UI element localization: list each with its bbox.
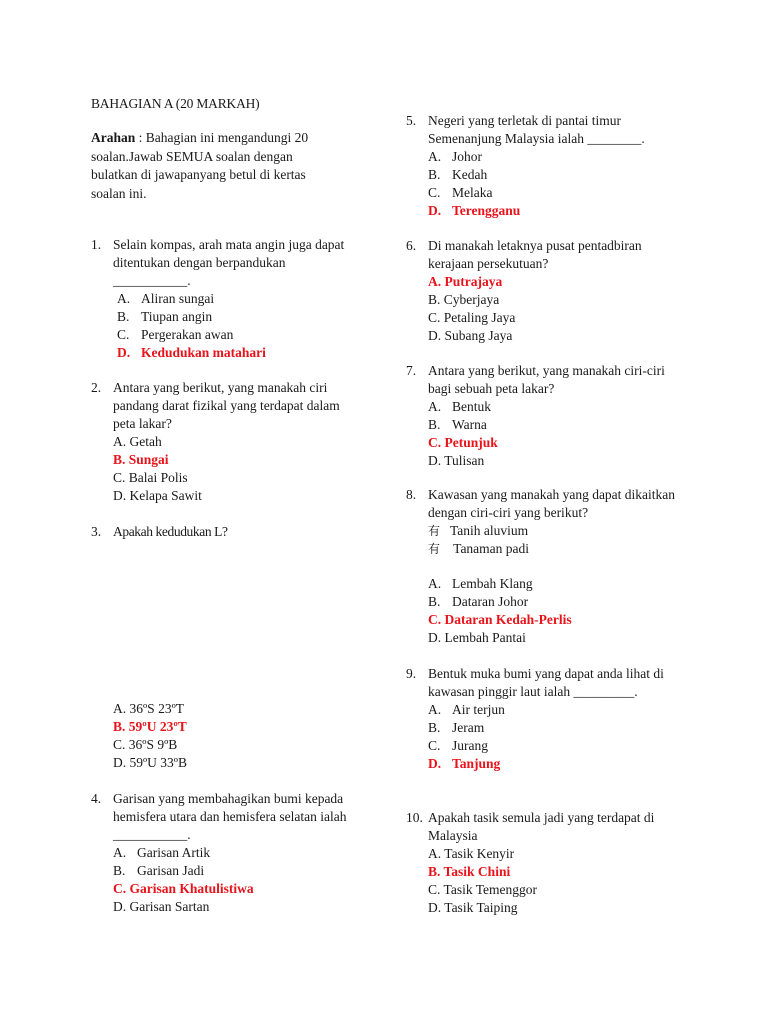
options-list — [428, 273, 696, 345]
question-number: 8. — [406, 487, 417, 502]
option-c-correct[interactable]: C. Dataran Kedah-Perlis — [428, 612, 572, 627]
options-list — [428, 148, 696, 220]
question-3 — [91, 523, 381, 541]
question-text: Garisan yang membahagikan bumi kepada hemisfera utara dan hemisfera selatan ialah ___________. — [113, 791, 347, 842]
question-text: Apakah kedudukan L? — [113, 524, 228, 539]
bullet-icon: 有 — [428, 542, 441, 556]
option-b[interactable]: B. Tiupan angin — [117, 309, 213, 324]
option-d-correct[interactable]: D. Kedudukan matahari — [117, 345, 266, 360]
question-text: Apakah tasik semula jadi yang terdapat di Malaysia — [428, 810, 655, 843]
option-c[interactable]: C. Petaling Jaya — [428, 310, 516, 325]
question-text: Selain kompas, arah mata angin juga dapat ditentukan dengan berpandukan ___________. — [113, 237, 345, 288]
option-d[interactable]: D. Garisan Sartan — [113, 899, 210, 914]
options-list — [113, 844, 381, 916]
option-b[interactable]: B. Jeram — [428, 720, 485, 735]
option-a[interactable]: A. Lembah Klang — [428, 576, 533, 591]
options-list — [428, 701, 696, 773]
question-text: Bentuk muka bumi yang dapat anda lihat di kawasan pinggir laut ialah _________. — [428, 666, 664, 699]
question-number: 6. — [406, 238, 417, 253]
question-number: 1. — [91, 237, 102, 252]
question-2 — [91, 379, 381, 505]
question-text: Antara yang berikut, yang manakah ciri pandang darat fizikal yang terdapat dalam peta lakar? — [113, 380, 340, 431]
option-c[interactable]: C. Melaka — [428, 185, 493, 200]
option-d[interactable]: D. 59ºU 33ºB — [113, 755, 188, 770]
left-column — [91, 95, 381, 925]
options-list — [428, 398, 696, 470]
question-10 — [406, 809, 696, 917]
option-a[interactable]: A. Bentuk — [428, 399, 491, 414]
bullet-2: 有 Tanaman padi — [428, 541, 530, 556]
option-a-correct[interactable]: A. Putrajaya — [428, 274, 503, 289]
option-c[interactable]: C. Tasik Temenggor — [428, 882, 537, 897]
option-b-correct[interactable]: B. 59ºU 23ºT — [113, 719, 187, 734]
question-number: 7. — [406, 363, 417, 378]
question-text: Negeri yang terletak di pantai timur Semenanjung Malaysia ialah ________. — [428, 113, 645, 146]
option-c[interactable]: C. 36ºS 9ºB — [113, 737, 178, 752]
option-b[interactable]: B. Warna — [428, 417, 487, 432]
option-a[interactable]: A. Air terjun — [428, 702, 505, 717]
option-d[interactable]: D. Tasik Taiping — [428, 900, 518, 915]
question-number: 5. — [406, 113, 417, 128]
question-text: Antara yang berikut, yang manakah ciri-ciri bagi sebuah peta lakar? — [428, 363, 665, 396]
option-b[interactable]: B. Dataran Johor — [428, 594, 529, 609]
option-a[interactable]: A. Aliran sungai — [117, 291, 215, 306]
question-4 — [91, 790, 381, 916]
option-d-correct[interactable]: D. Tanjung — [428, 756, 501, 771]
question-6 — [406, 237, 696, 345]
option-c[interactable]: C. Pergerakan awan — [117, 327, 234, 342]
question-number: 10. — [406, 810, 423, 825]
options-list — [428, 845, 696, 917]
bullet-icon: 有 — [428, 524, 441, 538]
bullet-1: 有 Tanih aluvium — [428, 523, 529, 538]
right-column — [406, 112, 696, 922]
question-8 — [406, 486, 696, 647]
options-list — [113, 700, 381, 772]
directions-text: : Bahagian ini mengandungi 20 soalan.Jawab SEMUA soalan dengan bulatkan di jawapanyang betul di kertas soalan ini. — [91, 130, 309, 201]
section-title: BAHAGIAN A (20 MARKAH) — [91, 96, 260, 111]
option-c-correct[interactable]: C. Garisan Khatulistiwa — [113, 881, 254, 896]
option-d[interactable]: D. Lembah Pantai — [428, 630, 526, 645]
question-9 — [406, 665, 696, 773]
option-a[interactable]: A. Johor — [428, 149, 482, 164]
question-number: 3. — [91, 524, 102, 539]
question-3-options — [91, 700, 381, 772]
question-text: Kawasan yang manakah yang dapat dikaitkan dengan ciri-ciri yang berikut? — [428, 487, 676, 520]
option-d-correct[interactable]: D. Terengganu — [428, 203, 521, 218]
question-number: 4. — [91, 791, 102, 806]
option-a[interactable]: A. 36ºS 23ºT — [113, 701, 185, 716]
question-7 — [406, 362, 696, 470]
question-text: Di manakah letaknya pusat pentadbiran kerajaan persekutuan? — [428, 238, 642, 271]
options-list — [113, 290, 381, 362]
option-c[interactable]: C. Balai Polis — [113, 470, 188, 485]
question-number: 9. — [406, 666, 417, 681]
directions — [91, 129, 341, 203]
option-c[interactable]: C. Jurang — [428, 738, 488, 753]
question-1 — [91, 236, 381, 362]
question-5 — [406, 112, 696, 220]
option-b[interactable]: B. Garisan Jadi — [113, 863, 205, 878]
option-c-correct[interactable]: C. Petunjuk — [428, 435, 498, 450]
options-list — [113, 433, 381, 505]
option-a[interactable]: A. Getah — [113, 434, 162, 449]
option-b-correct[interactable]: B. Sungai — [113, 452, 169, 467]
option-a[interactable]: A. Tasik Kenyir — [428, 846, 515, 861]
directions-label: Arahan — [91, 130, 136, 145]
option-d[interactable]: D. Tulisan — [428, 453, 485, 468]
option-b[interactable]: B. Kedah — [428, 167, 488, 182]
option-a[interactable]: A. Garisan Artik — [113, 845, 211, 860]
option-d[interactable]: D. Subang Jaya — [428, 328, 513, 343]
options-list — [428, 575, 696, 647]
option-b[interactable]: B. Cyberjaya — [428, 292, 500, 307]
question-number: 2. — [91, 380, 102, 395]
option-b-correct[interactable]: B. Tasik Chini — [428, 864, 511, 879]
option-d[interactable]: D. Kelapa Sawit — [113, 488, 202, 503]
feature-bullets — [428, 522, 696, 558]
